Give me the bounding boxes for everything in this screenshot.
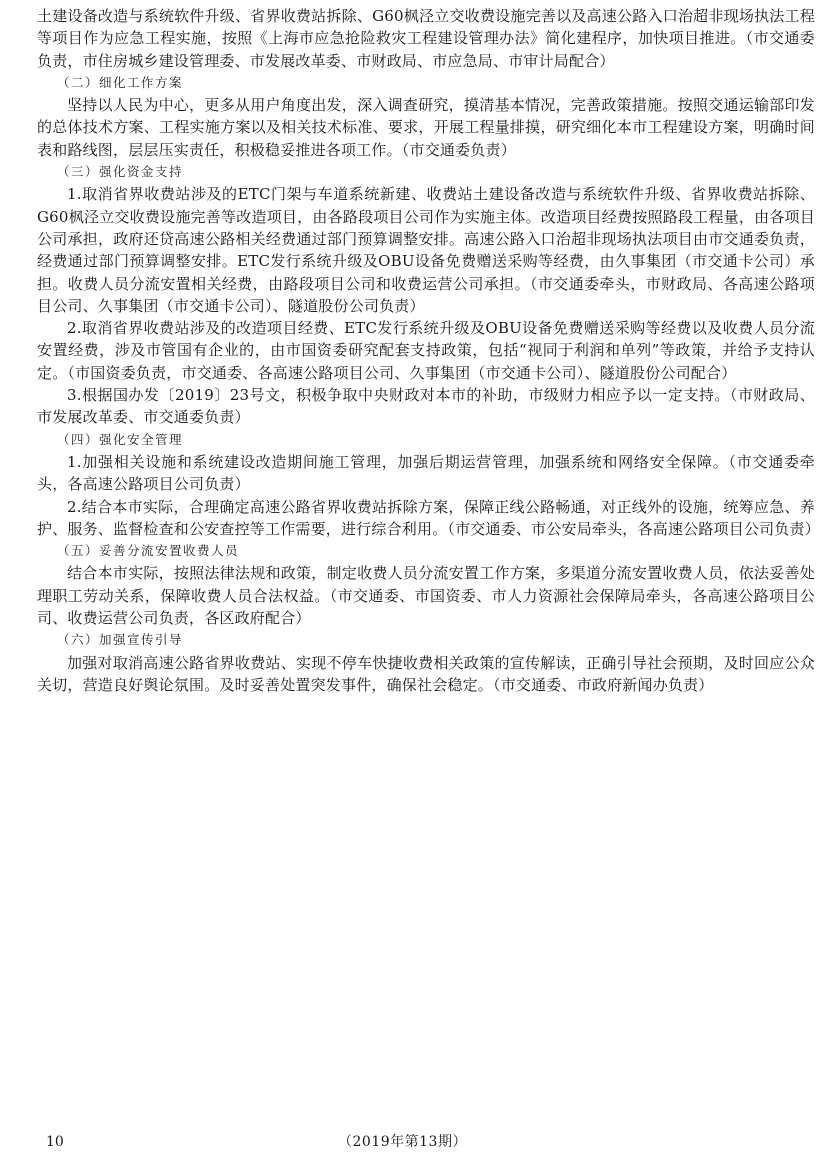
page-number: 10 (46, 1134, 64, 1150)
paragraph: 结合本市实际，按照法律法规和政策，制定收费人员分流安置工作方案，多渠道分流安置收费人员，依法妥善处理职工劳动关系，保障收费人员合法权益。（市交通委、市国资委、市人力资源社会保障局牵头，各高速公路项目公司、收费运营公司负责，各区政府配合） (37, 564, 815, 628)
paragraph: 2.结合本市实际，合理确定高速公路省界收费站拆除方案，保障正线公路畅通，对正线外的设施，统筹应急、养护、服务、监督检查和公安查控等工作需要，进行综合利用。（市交通委、市公安局牵头，各高速公路项目公司负责） (37, 497, 820, 538)
section-heading-3: （三）强化资金支持 (57, 164, 184, 180)
section-heading-6: （六）加强宣传引导 (57, 632, 184, 648)
section-heading-4: （四）强化安全管理 (57, 431, 184, 447)
paragraph: 3.根据国办发〔2019〕23号文，积极争取中央财政对本市的补助，市级财力相应予以一定支持。（市财政局、市发展改革委、市交通委负责） (37, 386, 815, 427)
paragraph-continuation: 土建设备改造与系统软件升级、省界收费站拆除、G60枫泾立交收费设施完善以及高速公路入口治超非现场执法工程等项目作为应急工程实施，按照《上海市应急抢险救灾工程建设管理办法》简化建程序，加快项目推进。（市交通委负责，市住房城乡建设管理委、市发展改革委、市财政局、市应急局、市审计局配合） (37, 7, 815, 70)
paragraph: 2.取消省界收费站涉及的改造项目经费、ETC发行系统升级及OBU设备免费赠送采购等经费以及收费人员分流安置经费，涉及市管国有企业的，由市国资委研究配套支持政策，包括“视同于利润和单列”等政策，并给予支持认定。（市国资委负责，市交通委、各高速公路项目公司、久事集团（市交通卡公司）、隧道股份公司配合） (37, 319, 815, 382)
section-heading-5: （五）妥善分流安置收费人员 (57, 543, 240, 559)
page-footer (0, 1131, 827, 1153)
paragraph: 1.取消省界收费站涉及的ETC门架与车道系统新建、收费站土建设备改造与系统软件升级、省界收费站拆除、G60枫泾立交收费设施完善等改造项目，由各路段项目公司作为实施主体。改造项目经费按照路段工程量，由各项目公司承担，政府还贷高速公路相关经费通过部门预算调整安排。高速公路入口治超非现场执法项目由市交通委负责，经费通过部门预算调整安排。ETC发行系统升级及OBU设备免费赠送采购等经费，由久事集团（市交通卡公司）承担。收费人员分流安置相关经费，由路段项目公司和收费运营公司承担。（市交通委牵头，市财政局、各高速公路项目公司、久事集团（市交通卡公司）、隧道股份公司负责） (37, 185, 815, 315)
paragraph: 加强对取消高速公路省界收费站、实现不停车快捷收费相关政策的宣传解读，正确引导社会预期，及时回应公众关切，营造良好舆论氛围。及时妥善处置突发事件，确保社会稳定。（市交通委、市政府新闻办负责） (37, 653, 815, 694)
document-body (37, 5, 820, 696)
paragraph: 坚持以人民为中心，更多从用户角度出发，深入调查研究，摸清基本情况，完善政策措施。按照交通运输部印发的总体技术方案、工程实施方案以及相关技术标准、要求，开展工程量排摸，研究细化本市工程建设方案，明确时间表和路线图，层层压实责任，积极稳妥推进各项工作。（市交通委负责） (37, 96, 815, 159)
issue-label: （2019年第13期） (338, 1134, 467, 1150)
paragraph: 1.加强相关设施和系统建设改造期间施工管理，加强后期运营管理，加强系统和网络安全保障。（市交通委牵头，各高速公路项目公司负责） (37, 452, 815, 494)
section-heading-2: （二）细化工作方案 (57, 74, 184, 90)
